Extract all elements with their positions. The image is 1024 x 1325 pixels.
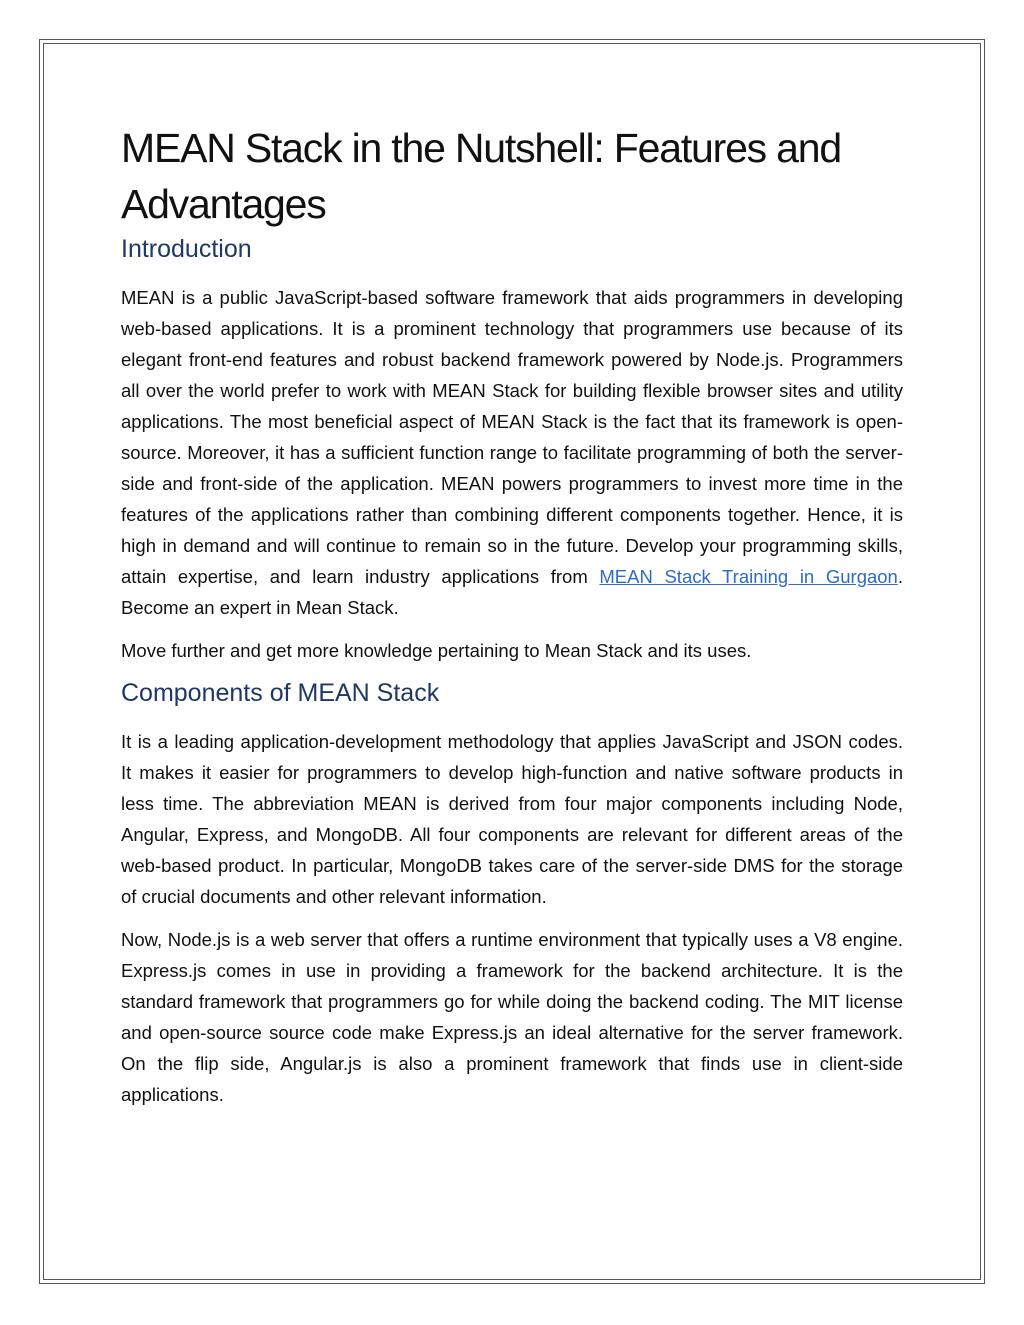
- components-heading: Components of MEAN Stack: [121, 679, 440, 707]
- introduction-followup-paragraph: Move further and get more knowledge pertaining to Mean Stack and its uses.: [121, 640, 752, 661]
- introduction-heading: Introduction: [121, 235, 252, 263]
- introduction-paragraph: [121, 282, 903, 623]
- components-paragraph-2: Now, Node.js is a web server that offers a runtime environment that typically uses a V8 engine. Express.js comes in use in providing a framework for the backend architecture. It is the standard framework that programmers go for while doing the backend coding. The MIT license and open-source source code make Express.js an ideal alternative for the server framework. On the flip side, Angular.js is also a prominent framework that finds use in client-side applications.: [121, 929, 903, 1105]
- introduction-text-after-link: . Become an expert in Mean Stack.: [121, 566, 903, 618]
- document-content: [121, 120, 903, 1122]
- document-title: MEAN Stack in the Nutshell: Features and Advantages: [121, 125, 841, 227]
- introduction-text-before-link: MEAN is a public JavaScript-based software framework that aids programmers in developing web-based applications. It is a prominent technology that programmers use because of its elegant front-end features and robust backend framework powered by Node.js. Programmers all over the world prefer to work with MEAN Stack for building flexible browser sites and utility applications. The most beneficial aspect of MEAN Stack is the fact that its framework is open-source. Moreover, it has a sufficient function range to facilitate programming of both the server-side and front-side of the application. MEAN powers programmers to invest more time in the features of the applications rather than combining different components together. Hence, it is high in demand and will continue to remain so in the future. Develop your programming skills, attain expertise, and learn industry applications from: [121, 287, 903, 587]
- components-paragraph-1: It is a leading application-development methodology that applies JavaScript and JSON codes. It makes it easier for programmers to develop high-function and native software products in less time. The abbreviation MEAN is derived from four major components including Node, Angular, Express, and MongoDB. All four components are relevant for different areas of the web-based product. In particular, MongoDB takes care of the server-side DMS for the storage of crucial documents and other relevant information.: [121, 731, 903, 907]
- mean-stack-training-link[interactable]: MEAN Stack Training in Gurgaon: [599, 566, 898, 587]
